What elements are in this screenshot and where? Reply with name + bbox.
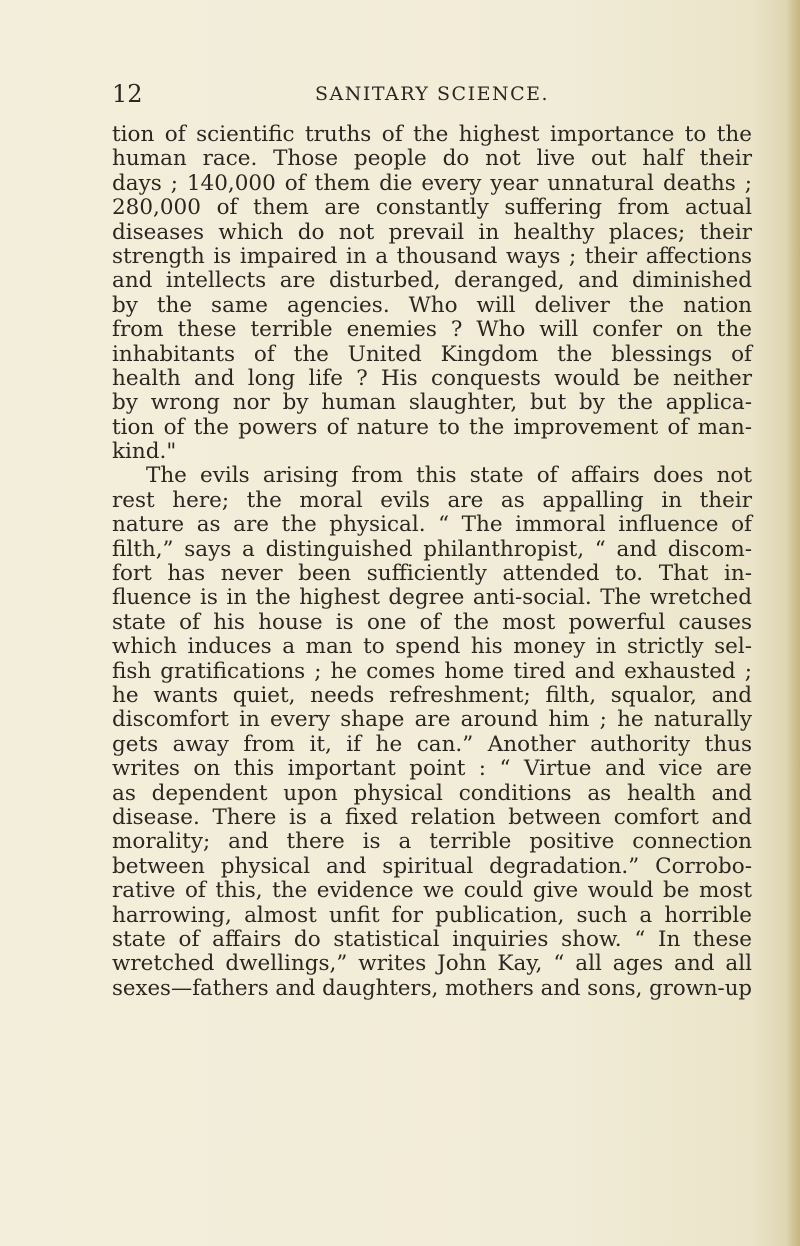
text-line: harrowing, almost unfit for publication, such a horrible	[112, 902, 752, 928]
page-header	[112, 80, 752, 110]
text-line: he wants quiet, needs refreshment; filth, squalor, and	[112, 682, 752, 708]
text-line: inhabitants of the United Kingdom the blessings of	[112, 341, 752, 367]
text-line: fish gratifications ; he comes home tired and exhausted ;	[112, 658, 752, 684]
text-line: fluence is in the highest degree anti-social. The wretched	[112, 585, 752, 611]
paragraph-2	[112, 464, 752, 1001]
text-line: strength is impaired in a thousand ways ; their affections	[112, 243, 752, 269]
text-line: tion of the powers of nature to the improvement of man-	[112, 414, 752, 440]
text-line: wretched dwellings,” writes John Kay, “ all ages and all	[112, 951, 752, 977]
text-line: nature as are the physical. “ The immoral influence of	[112, 512, 752, 538]
text-line: health and long life ? His conquests would be neither	[112, 365, 752, 391]
text-line: and intellects are disturbed, deranged, and diminished	[112, 268, 752, 294]
text-line: rest here; the moral evils are as appalling in their	[112, 487, 752, 513]
text-line: gets away from it, if he can.” Another authority thus	[112, 731, 752, 757]
page-edge-shadow	[786, 0, 800, 1246]
paragraph-1	[112, 123, 752, 464]
text-line: disease. There is a fixed relation between comfort and	[112, 804, 752, 830]
text-line: state of his house is one of the most powerful causes	[112, 609, 752, 635]
text-line: between physical and spiritual degradation.” Corrobo-	[112, 853, 752, 879]
text-line: morality; and there is a terrible positive connection	[112, 829, 752, 855]
text-line: discomfort in every shape are around him ; he naturally	[112, 707, 752, 733]
text-line: rative of this, the evidence we could give would be most	[112, 878, 752, 904]
text-line: which induces a man to spend his money in strictly sel-	[112, 634, 752, 660]
text-line: filth,” says a distinguished philanthropist, “ and discom-	[112, 536, 752, 562]
text-line: sexes—fathers and daughters, mothers and sons, grown-up	[112, 975, 752, 1001]
text-line: writes on this important point : “ Virtue and vice are	[112, 756, 752, 782]
body-text	[112, 123, 752, 1001]
text-line: by wrong nor by human slaughter, but by the applica-	[112, 390, 752, 416]
text-line: days ; 140,000 of them die every year unnatural deaths ;	[112, 170, 752, 196]
text-line: state of affairs do statistical inquiries show. “ In these	[112, 926, 752, 952]
text-line: tion of scientific truths of the highest importance to the	[112, 122, 752, 147]
text-line: kind."	[112, 439, 177, 465]
text-line: diseases which do not prevail in healthy places; their	[112, 219, 752, 245]
text-line: from these terrible enemies ? Who will confer on the	[112, 317, 752, 343]
text-line: as dependent upon physical conditions as health and	[112, 780, 752, 806]
text-line: The evils arising from this state of affairs does not	[146, 463, 752, 489]
page-number: 12	[112, 80, 143, 108]
text-line: by the same agencies. Who will deliver the nation	[112, 292, 752, 318]
running-head: SANITARY SCIENCE.	[314, 83, 550, 105]
text-line: human race. Those people do not live out half their	[112, 146, 752, 172]
text-line: 280,000 of them are constantly suffering from actual	[112, 195, 752, 221]
text-line: fort has never been sufficiently attended to. That in-	[112, 561, 752, 587]
